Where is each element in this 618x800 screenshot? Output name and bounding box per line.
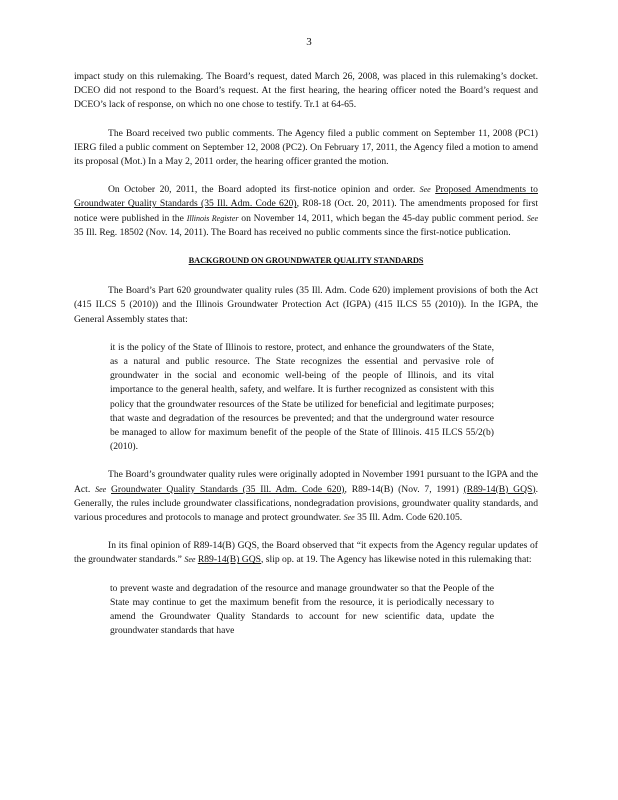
section-heading-text: BACKGROUND ON GROUNDWATER QUALITY STANDARDS (188, 256, 424, 266)
rules-adopted-text-b: , R89-14(B) (Nov. 7, 1991) (344, 483, 459, 495)
rules-adopted-text-a: The Board’s groundwater quality rules were originally adopted in November 1991 pursuant to the IGPA and the Act. (74, 469, 538, 495)
page-number: 3 (306, 36, 312, 48)
citation-r89-14b-gqs: (R89-14(B) GQS) (463, 483, 536, 495)
see-signal: See (526, 213, 539, 223)
rules-adopted-text-c: . Generally, the rules include groundwater classifications, nondegradation provisions, groundwater quality standards, and various procedures and protocols to manage and protect groundwater. (74, 483, 538, 524)
first-notice-text-b: , R08-18 (Oct. 20, 2011). The amendments proposed for first notice were published in the (74, 198, 539, 224)
paragraph-dceo-impact-study: impact study on this rulemaking. The Board’s request, dated March 26, 2008, was placed in this rulemaking’s docket. DCEO did not respond to the Board’s request. At the first hearing, the hearing officer noted the Board’s request and DCEO’s lack of response, on which no one chose to testify. Tr.1 at 64-65. (74, 71, 538, 111)
final-opinion-text-a: In its final opinion of R89-14(B) GQS, the Board observed that “it expects from the Agency regular updates of the groundwater standards.” (74, 540, 538, 566)
see-signal: See (184, 555, 196, 565)
paragraph-final-opinion (74, 539, 538, 567)
paragraph-first-notice (74, 183, 538, 240)
see-signal: See (343, 513, 355, 523)
citation-proposed-amendments: Proposed Amendments to Groundwater Quality Standards (35 Ill. Adm. Code 620) (74, 184, 538, 210)
paragraph-rules-adopted (74, 468, 538, 525)
citation-r89-14b-gqs-short: R89-14(B) GQS (197, 554, 261, 566)
first-notice-text-d: 35 Ill. Reg. 18502 (Nov. 14, 2011). The Board has received no public comments since the first-notice publication. (74, 226, 511, 238)
illinois-register-title: Illinois Register (186, 213, 239, 223)
first-notice-text-a: On October 20, 2011, the Board adopted its first-notice opinion and order. (108, 184, 416, 196)
see-signal: See (419, 185, 431, 195)
final-opinion-text-b: , slip op. at 19. The Agency has likewise noted in this rulemaking that: (261, 554, 532, 566)
document-body (74, 70, 538, 653)
citation-groundwater-quality-standards: Groundwater Quality Standards (35 Ill. Adm. Code 620) (111, 483, 345, 495)
section-heading (74, 254, 538, 268)
first-notice-text-c: on November 14, 2011, which began the 45-day public comment period. (241, 212, 525, 224)
block-quote-igpa-policy: it is the policy of the State of Illinois to restore, protect, and enhance the groundwaters of the State, as a natural and public resource. The State recognizes the essential and pervasive role of groundwater in the social and economic well-being of the people of Illinois, and its vital importance to the general health, safety, and welfare. It is further recognized as consistent with this policy that the groundwater resources of the State be utilized for beneficial and legitimate purposes; that waste and degradation of the resources be prevented; and that the underground water resource be managed to allow for maximum benefit of the people of the State of Illinois. 415 ILCS 55/2(b) (2010). (110, 341, 494, 453)
see-signal: See (95, 484, 107, 494)
rules-adopted-text-d: 35 Ill. Adm. Code 620.105. (357, 512, 463, 524)
block-quote-agency-note: to prevent waste and degradation of the resource and manage groundwater so that the People of the State may continue to get the maximum benefit from the resource, it is periodically necessary to amend the Groundwater Quality Standards to account for new scientific data, update the groundwater standards that have (110, 582, 494, 637)
paragraph-part-620-rules: The Board’s Part 620 groundwater quality rules (35 Ill. Adm. Code 620) implement provisions of both the Act (415 ILCS 5 (2010)) and the Illinois Groundwater Protection Act (IGPA) (415 ILCS 55 (2010)). In the IGPA, the General Assembly states that: (74, 285, 538, 325)
paragraph-public-comments: The Board received two public comments. The Agency filed a public comment on September 11, 2008 (PC1) IERG filed a public comment on September 12, 2008 (PC2). On February 17, 2011, the Agency filed a motion to amend its proposal (Mot.) In a May 2, 2011 order, the hearing officer granted the motion. (74, 127, 538, 168)
